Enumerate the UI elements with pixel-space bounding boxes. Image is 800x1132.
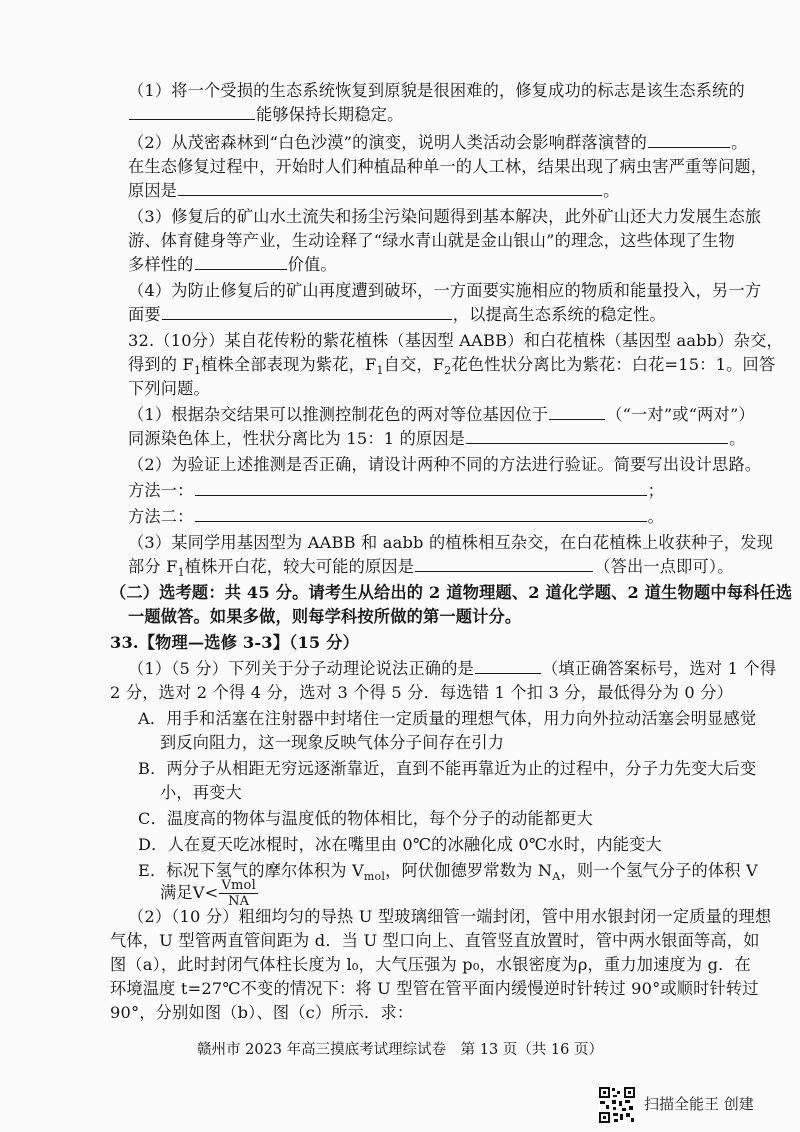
q33-p1-line2: 2 分，选对 2 个得 4 分，选对 3 个得 5 分．每选错 1 个扣 3 分，最低得分为 0 分） xyxy=(110,683,734,702)
q32-method1: 方法一： ； xyxy=(128,481,664,500)
q33-option-e-line1: E．标况下氢气的摩尔体积为 $V_{mol}$，阿伏伽德罗常数为 $N_A$，则一个氢气分子的体积 V xyxy=(138,861,758,884)
q33-p2-line5: 90°，分别如图（b）、图（c）所示．求： xyxy=(110,1003,414,1022)
q32-stem-line1: 32.（10分）某自花传粉的紫花植株（基因型 AABB）和白花植株（基因型 aabb）杂交， xyxy=(128,331,783,350)
q33-option-a-line2: 到反向阻力，这一现象反映气体分子间存在引力 xyxy=(160,733,505,752)
q33-option-a-line1: A．用手和活塞在注射器中封堵住一定质量的理想气体，用力向外拉动活塞会明显感觉 xyxy=(138,709,757,728)
answer-blank[interactable] xyxy=(195,480,647,496)
qr-code-icon xyxy=(598,1086,636,1124)
scanner-watermark: 扫描全能王 创建 xyxy=(644,1095,754,1113)
q32-stem-line2: 得到的 $F_1$植株全部表现为紫花，$F_1$自交，$F_2$花色性状分离比为紫花：白花=15：1。回答 xyxy=(128,355,776,378)
q31-p2-line3: 原因是 。 xyxy=(128,181,620,200)
q32-stem-line3: 下列问题。 xyxy=(128,379,210,398)
fraction: $\frac{\text{Vmol}}{NA}$ xyxy=(221,878,256,909)
q33-p2-line1: （2）（10 分）粗细均匀的导热 U 型玻璃细管一端封闭，管中用水银封闭一定质量的理想 xyxy=(128,907,772,926)
q33-p2-line4: 环境温度 t=27℃不变的情况下：将 U 型管在管平面内缓慢逆时针转过 90°或顺时针转过 xyxy=(110,979,759,998)
q33-option-b-line1: B．两分子从相距无穷远逐渐靠近，直到不能再靠近为止的过程中，分子力先变大后变 xyxy=(138,759,757,778)
q31-p3-line1: （3）修复后的矿山水土流失和扬尘污染问题得到基本解决，此外矿山还大力发展生态旅 xyxy=(128,207,762,226)
q31-p3-line3: 多样性的 价值。 xyxy=(128,255,337,274)
answer-blank[interactable] xyxy=(195,254,287,270)
q32-p1-line1: （1）根据杂交结果可以推测控制花色的两对等位基因位于 （“一对”或“两对”） xyxy=(128,405,755,424)
answer-blank[interactable] xyxy=(466,428,728,444)
q33-title: 33.【物理—选修 3-3】（15 分） xyxy=(110,633,359,652)
q32-method2: 方法二： 。 xyxy=(128,507,664,526)
q33-option-b-line2: 小，再变大 xyxy=(160,783,242,802)
q33-option-e-line2: 满足V< $\frac{\text{Vmol}}{NA}$ xyxy=(160,878,256,909)
q33-p1-line1: （1）（5 分）下列关于分子动理论说法正确的是 （填正确答案标号，选对 1 个得 xyxy=(128,659,777,678)
q31-p4-line2: 面要 ，以提高生态系统的稳定性。 xyxy=(128,305,666,324)
q31-p4-line1: （4）为防止修复后的矿山再度遭到破坏，一方面要实施相应的物质和能量投入，另一方 xyxy=(128,281,762,300)
answer-blank[interactable] xyxy=(162,304,452,320)
q31-p2-line1: （2）从茂密森林到“白色沙漠”的演变，说明人类活动会影响群落演替的 。 xyxy=(128,133,748,152)
q33-option-d: D．人在夏天吃冰棍时，冰在嘴里由 0℃的冰融化成 0℃水时，内能变大 xyxy=(138,835,662,854)
section2-line2: 一题做答。如果多做，则每学科按所做的第一题计分。 xyxy=(128,607,522,626)
q33-p2-line2: 气体，U 型管两直管间距为 d．当 U 型口向上、直管竖直放置时，管中两水银面等高，如 xyxy=(110,931,760,950)
q32-p3-line2: 部分 $F_1$植株开白花，较大可能的原因是 （答出一点即可）。 xyxy=(128,557,734,580)
answer-blank[interactable] xyxy=(648,132,730,148)
page-footer: 赣州市 2023 年高三摸底考试理综试卷 第 13 页（共 16 页） xyxy=(197,1042,603,1058)
answer-blank[interactable] xyxy=(129,104,255,120)
q31-p1-line2: 能够保持长期稳定。 xyxy=(128,104,404,126)
section2-line1: （二）选考题：共 45 分。请考生从给出的 2 道物理题、2 道化学题、2 道生物题中每科任选 xyxy=(110,583,793,602)
q31-p3-line2: 游、体育健身等产业，生动诠释了“绿水青山就是金山银山”的理念，这些体现了生物 xyxy=(128,231,735,250)
q33-option-c: C．温度高的物体与温度低的物体相比，每个分子的动能都更大 xyxy=(138,809,594,828)
answer-blank[interactable] xyxy=(415,556,593,572)
q32-p1-line2: 同源染色体上，性状分离比为 15：1 的原因是 。 xyxy=(128,429,746,448)
answer-blank[interactable] xyxy=(475,658,541,674)
q32-p2-line1: （2）为验证上述推测是否正确，请设计两种不同的方法进行验证。简要写出设计思路。 xyxy=(128,455,762,474)
q31-p1-line1: （1）将一个受损的生态系统恢复到原貌是很困难的，修复成功的标志是该生态系统的 xyxy=(128,81,745,100)
q33-p2-line3: 图（a），此时封闭气体柱长度为 l₀，大气压强为 p₀，水银密度为ρ，重力加速度为 g．在 xyxy=(110,955,751,974)
answer-blank[interactable] xyxy=(178,180,602,196)
answer-blank[interactable] xyxy=(549,404,605,420)
q32-p3-line1: （3）某同学用基因型为 AABB 和 aabb 的植株相互杂交，在白花植株上收获种子，发现 xyxy=(128,533,774,552)
answer-blank[interactable] xyxy=(195,506,647,522)
q31-p2-line2: 在生态修复过程中，开始时人们种植品种单一的人工林，结果出现了病虫害严重等问题， xyxy=(128,157,768,176)
